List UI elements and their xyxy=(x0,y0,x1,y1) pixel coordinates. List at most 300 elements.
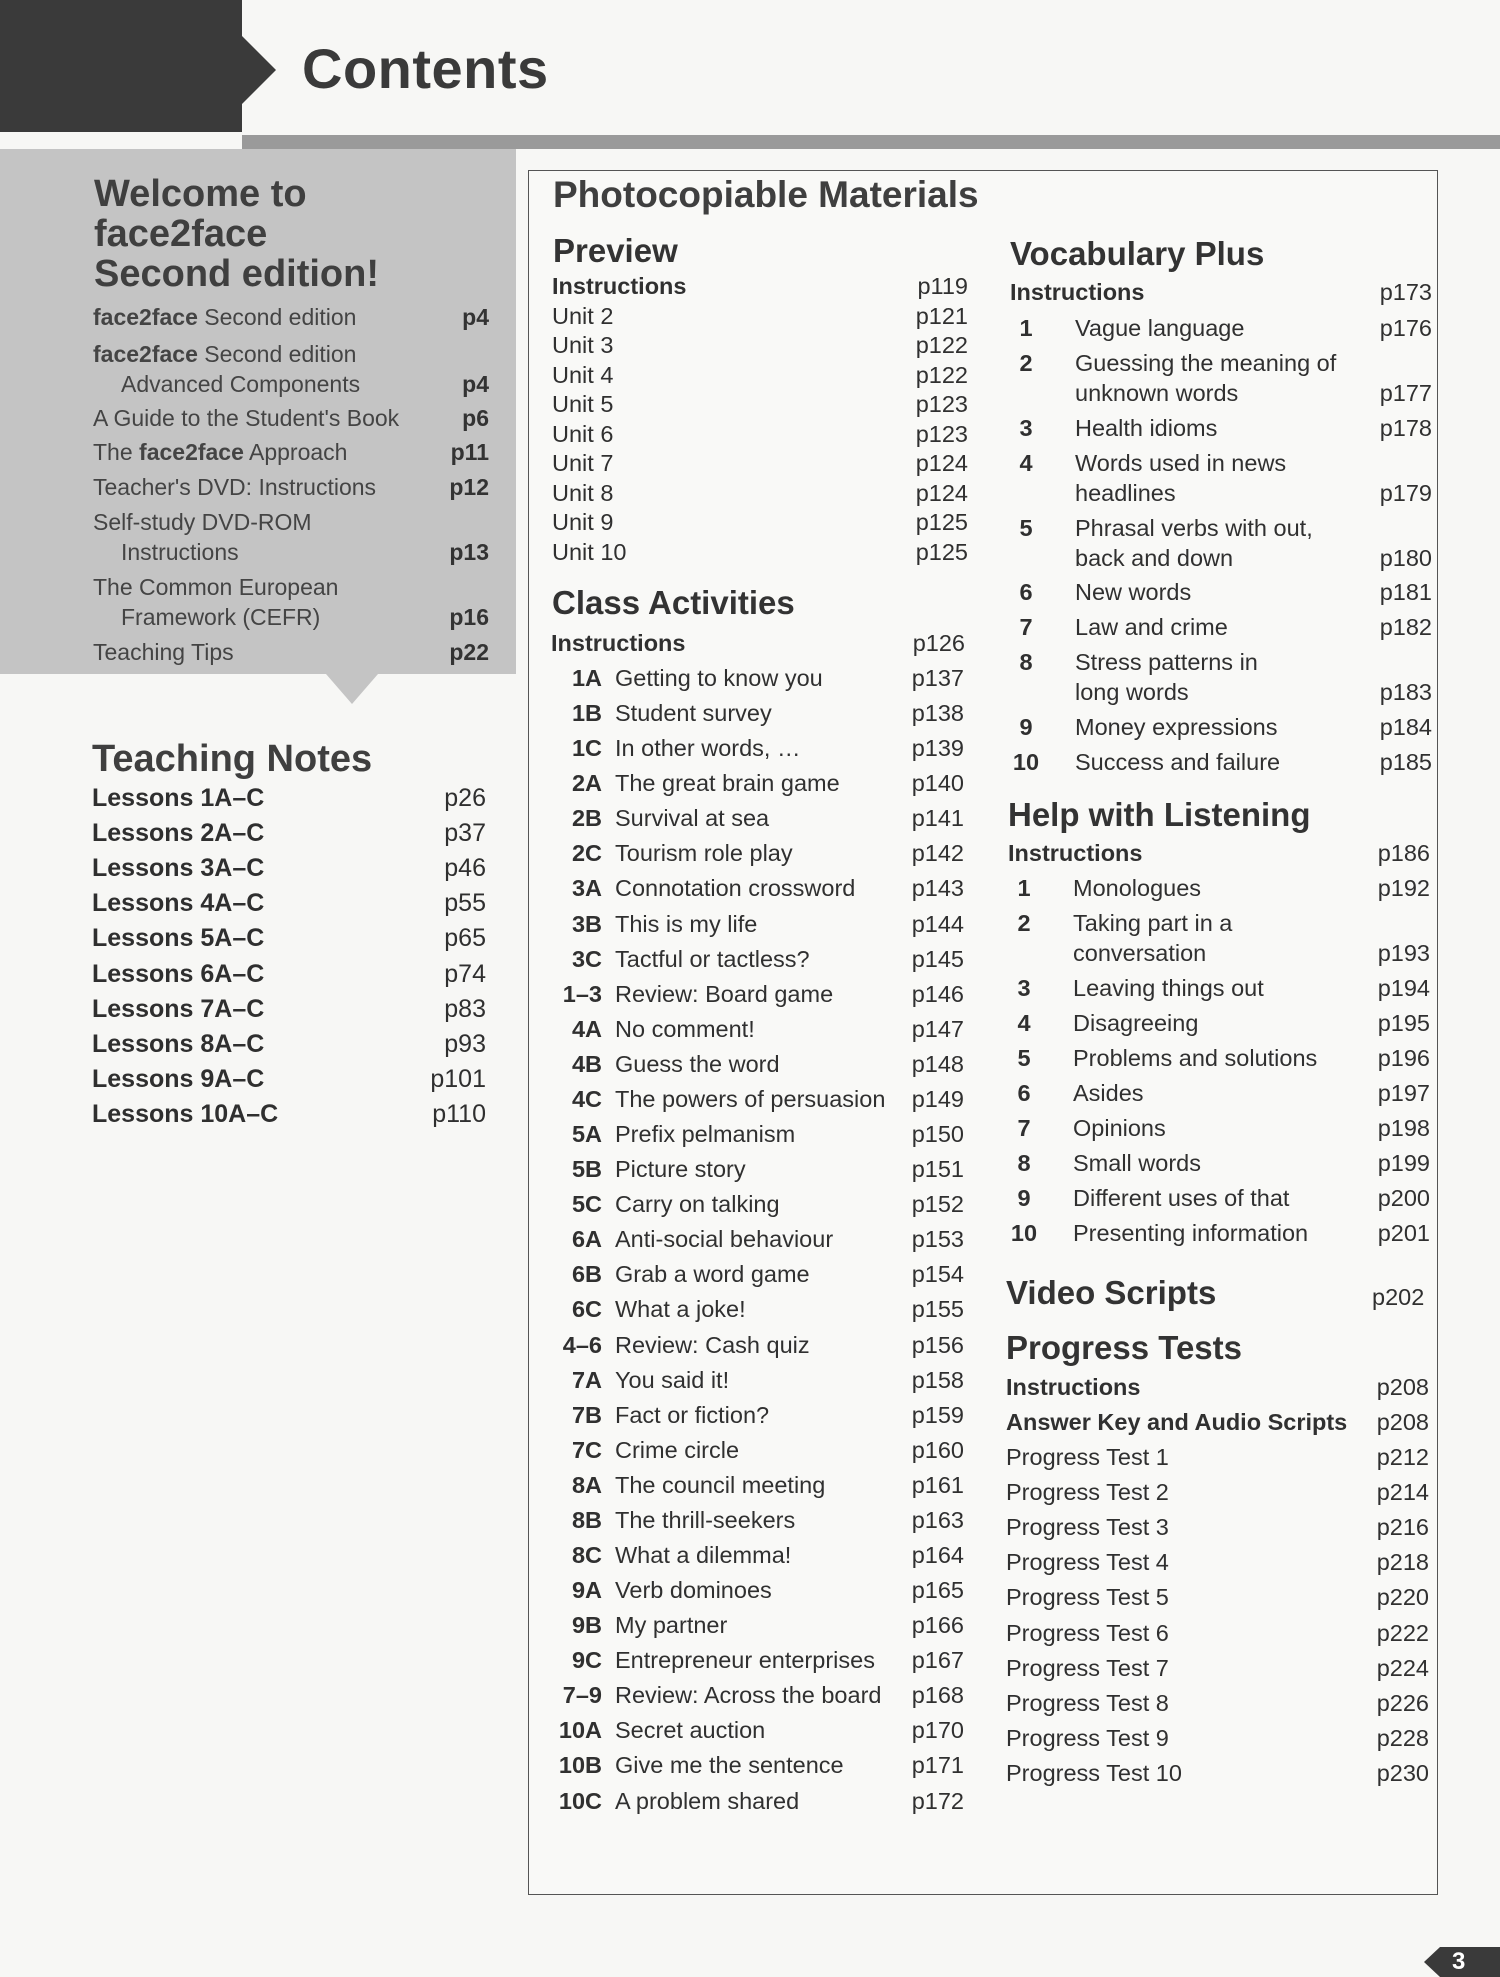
class-activity-code: 1A xyxy=(571,665,602,691)
vocabulary_plus-item xyxy=(1010,647,1432,707)
help_listening-item xyxy=(1008,1008,1430,1038)
video-scripts-title: Video Scripts xyxy=(1006,1274,1217,1311)
header-rule xyxy=(242,135,1500,149)
class-activity-item xyxy=(550,838,964,868)
help_listening-item-number: 4 xyxy=(1017,1010,1031,1036)
progress-test-item xyxy=(1006,1477,1429,1507)
vocabulary_plus-item xyxy=(1010,612,1432,642)
progress-test-item xyxy=(1006,1653,1429,1683)
vocabulary_plus-item-page: p178 xyxy=(1379,415,1432,441)
preview-item xyxy=(552,330,968,360)
welcome-item xyxy=(93,637,489,667)
progress-tests-title: Progress Tests xyxy=(1006,1329,1242,1366)
welcome-title-line: face2face xyxy=(94,213,268,255)
teaching-notes-page: p37 xyxy=(444,819,486,848)
welcome-item xyxy=(93,472,489,502)
vocabulary_plus-item-number: 4 xyxy=(1019,450,1033,476)
welcome-item-label: Teaching Tips xyxy=(93,639,234,665)
teaching-notes-item xyxy=(92,1030,486,1059)
progress-test-item-label: Progress Test 9 xyxy=(1006,1724,1169,1751)
help_listening-item xyxy=(1008,973,1430,1003)
help_listening-instructions-page: p186 xyxy=(1377,840,1430,866)
class-activity-code: 10B xyxy=(558,1752,602,1779)
teaching-notes-label: Lessons 7A–C xyxy=(92,994,265,1023)
help_listening-item-number: 2 xyxy=(1017,910,1031,936)
teaching-notes-label: Lessons 1A–C xyxy=(92,784,265,812)
class-activity-page: p153 xyxy=(911,1226,964,1253)
class-activity-label: Crime circle xyxy=(615,1436,740,1463)
header-arrow xyxy=(242,36,276,104)
vocabulary_plus-item-page: p177 xyxy=(1379,380,1432,406)
class-activity-code: 4–6 xyxy=(562,1331,602,1358)
help_listening-item-page: p193 xyxy=(1377,940,1430,966)
class-activity-code: 6B xyxy=(571,1261,602,1288)
class-activity-label: Getting to know you xyxy=(615,665,823,691)
class-activity-label: Guess the word xyxy=(615,1050,780,1077)
class-activity-label: The council meeting xyxy=(615,1471,826,1498)
class-activity-page: p163 xyxy=(911,1506,964,1533)
welcome-item-text xyxy=(93,403,489,433)
preview-item xyxy=(552,419,968,449)
help_listening-item xyxy=(1008,1113,1430,1143)
welcome-item-text-line2: Advanced Components xyxy=(121,371,361,397)
progress-test-item-label: Progress Test 6 xyxy=(1006,1619,1169,1646)
class-activity-label: Connotation crossword xyxy=(615,875,856,902)
class-activity-code: 5A xyxy=(571,1121,602,1148)
preview-item-page: p124 xyxy=(915,479,968,506)
class-activity-page: p154 xyxy=(911,1261,964,1288)
class-activity-item xyxy=(550,1400,964,1430)
vocabulary_plus-item-page: p183 xyxy=(1379,679,1432,705)
class-activity-page: p138 xyxy=(911,700,964,727)
help_listening-item-label: Leaving things out xyxy=(1073,975,1264,1001)
help_listening-item-label-line2: conversation xyxy=(1073,940,1207,966)
teaching-notes-item xyxy=(92,995,486,1024)
help_listening-item-page: p199 xyxy=(1377,1150,1430,1176)
vocabulary_plus-item xyxy=(1010,513,1432,573)
class-activity-code: 8B xyxy=(571,1506,602,1533)
class-activity-page: p143 xyxy=(911,875,964,902)
vocabulary_plus-item-label: Guessing the meaning of xyxy=(1075,350,1337,376)
teaching-notes-page: p93 xyxy=(444,1029,486,1058)
progress-test-item xyxy=(1006,1618,1429,1648)
class-activity-code: 2B xyxy=(571,805,602,832)
preview-item-label: Unit 9 xyxy=(552,509,614,535)
progress-test-item xyxy=(1006,1512,1429,1542)
class-activity-label: Entrepreneur enterprises xyxy=(615,1647,875,1674)
welcome-title xyxy=(94,174,494,294)
class-activity-item xyxy=(550,1540,964,1570)
welcome-item xyxy=(93,572,489,632)
class-activity-code: 2C xyxy=(571,840,602,867)
brand-name: face2face xyxy=(93,341,198,367)
preview-item-page: p124 xyxy=(915,450,968,476)
class-activity-code: 9B xyxy=(571,1612,602,1639)
help_listening-item-number: 1 xyxy=(1017,875,1031,901)
help_listening-item-number: 3 xyxy=(1017,975,1031,1001)
welcome-item-page: p4 xyxy=(462,304,489,330)
class-activity-code: 3B xyxy=(571,910,602,937)
welcome-item-label: The Common European xyxy=(93,574,339,600)
class-activity-code: 6A xyxy=(571,1226,602,1253)
class-activity-page: p139 xyxy=(911,735,964,762)
class-activity-label: No comment! xyxy=(615,1015,755,1042)
vocabulary_plus-item-page: p176 xyxy=(1379,315,1432,341)
teaching-notes-page: p101 xyxy=(430,1064,486,1093)
preview-item-page: p122 xyxy=(915,332,968,358)
welcome-item-label: A Guide to the Student's Book xyxy=(93,405,400,431)
class-activity-page: p159 xyxy=(911,1401,964,1428)
class-activity-item xyxy=(550,1575,964,1605)
teaching-notes-label: Lessons 5A–C xyxy=(92,924,265,953)
welcome-item xyxy=(93,403,489,433)
help_listening-item-label: Asides xyxy=(1073,1080,1144,1106)
welcome-item-text xyxy=(93,339,489,369)
progress-test-item-page: p226 xyxy=(1376,1689,1429,1716)
help_listening-item-page: p201 xyxy=(1377,1220,1430,1246)
preview-item xyxy=(552,389,968,419)
class-activity-label: Review: Board game xyxy=(615,980,834,1007)
progress-test-item xyxy=(1006,1582,1429,1612)
teaching-notes-item xyxy=(92,784,486,813)
vocabulary_plus-item xyxy=(1010,348,1432,408)
help_listening-item-number: 7 xyxy=(1017,1115,1031,1141)
vocabulary_plus-item-number: 9 xyxy=(1019,714,1033,740)
class-activity-code: 10A xyxy=(558,1717,602,1744)
progress-test-item xyxy=(1006,1723,1429,1753)
header-dark-block xyxy=(0,0,242,132)
class-activity-page: p140 xyxy=(911,770,964,797)
help_listening-item-page: p198 xyxy=(1377,1115,1430,1141)
progress-test-item-label: Progress Test 1 xyxy=(1006,1444,1169,1470)
class-activity-label: Survival at sea xyxy=(615,805,770,832)
class-activity-item xyxy=(550,1294,964,1324)
welcome-item-text-line2: Framework (CEFR) xyxy=(121,604,321,630)
class-activity-page: p149 xyxy=(911,1085,964,1112)
progress-tests-instructions xyxy=(1006,1372,1429,1402)
vocabulary_plus-item-number: 5 xyxy=(1019,515,1033,541)
vocabulary_plus-instructions xyxy=(1010,277,1432,307)
class-activity-page: p170 xyxy=(911,1717,964,1744)
class-activity-item xyxy=(550,979,964,1009)
vocabulary_plus-item xyxy=(1010,413,1432,443)
class-activity-page: p144 xyxy=(911,910,964,937)
class-activity-item xyxy=(550,1435,964,1465)
class-activity-page: p172 xyxy=(911,1787,964,1814)
class-activity-label: Picture story xyxy=(615,1156,746,1183)
vocabulary_plus-item-label: Vague language xyxy=(1075,315,1245,341)
class-activity-item xyxy=(550,1049,964,1079)
preview-item-label: Unit 7 xyxy=(552,450,614,476)
help_listening-item-label: Taking part in a xyxy=(1073,910,1233,936)
class-activity-label: My partner xyxy=(615,1612,728,1639)
vocabulary_plus-item-number: 6 xyxy=(1019,579,1033,605)
preview-item xyxy=(552,448,968,478)
welcome-item-text xyxy=(93,302,489,332)
welcome-panel-pointer xyxy=(326,674,378,704)
class-activity-item xyxy=(550,1224,964,1254)
class-activity-label: Review: Across the board xyxy=(615,1682,882,1709)
welcome-item-page: p4 xyxy=(462,371,489,397)
vocabulary_plus-item xyxy=(1010,577,1432,607)
help_listening-item xyxy=(1008,1078,1430,1108)
welcome-item-text xyxy=(93,637,489,667)
teaching-notes-label: Lessons 9A–C xyxy=(92,1064,265,1093)
class-activity-label: Secret auction xyxy=(615,1717,766,1744)
progress-test-item-page: p222 xyxy=(1376,1619,1429,1646)
help_listening-instructions xyxy=(1008,838,1430,868)
class-activity-page: p171 xyxy=(911,1752,964,1779)
progress-test-item xyxy=(1006,1758,1429,1788)
progress-tests-instructions-page: p208 xyxy=(1376,1374,1429,1400)
vocabulary_plus-instructions-label: Instructions xyxy=(1010,279,1145,305)
welcome-item-page: p6 xyxy=(462,405,489,431)
class-activity-code: 8A xyxy=(571,1471,602,1498)
vocabulary_plus-item-number: 7 xyxy=(1019,614,1033,640)
progress-test-item-label: Progress Test 4 xyxy=(1006,1549,1169,1576)
class-activity-label: Give me the sentence xyxy=(615,1752,844,1779)
class-activity-code: 3A xyxy=(571,875,602,902)
class-activities-title: Class Activities xyxy=(552,584,795,621)
class-activity-page: p148 xyxy=(911,1050,964,1077)
welcome-item-page: p16 xyxy=(449,604,489,630)
class-activity-page: p166 xyxy=(911,1612,964,1639)
vocabulary_plus-item-label: Money expressions xyxy=(1075,714,1278,740)
progress-test-item-page: p216 xyxy=(1376,1514,1429,1541)
help_listening-item-label: Monologues xyxy=(1073,875,1202,901)
class-activity-label: Tactful or tactless? xyxy=(615,945,810,972)
class-activity-code: 9A xyxy=(571,1577,602,1604)
class-activity-label: Fact or fiction? xyxy=(615,1401,770,1428)
class-activity-label: Student survey xyxy=(615,700,772,727)
welcome-item-label: The xyxy=(93,439,140,465)
class-activity-item xyxy=(550,663,964,693)
class-activity-item xyxy=(550,873,964,903)
progress-test-item-page: p214 xyxy=(1376,1479,1429,1506)
class-activity-item xyxy=(550,1330,964,1360)
progress-test-item-page: p230 xyxy=(1376,1759,1429,1786)
class-activity-code: 1–3 xyxy=(562,980,602,1007)
vocabulary_plus-item-label: Health idioms xyxy=(1075,415,1218,441)
help_listening-item-page: p196 xyxy=(1377,1045,1430,1071)
preview-item-label: Unit 2 xyxy=(552,302,614,329)
class-activity-page: p147 xyxy=(911,1015,964,1042)
class-activity-item xyxy=(550,1750,964,1780)
welcome-item-page: p22 xyxy=(449,639,489,665)
class-activity-code: 5C xyxy=(571,1191,602,1218)
class-activity-page: p158 xyxy=(911,1366,964,1393)
class-activities-instructions-page: p126 xyxy=(912,630,965,656)
preview-item-label: Unit 3 xyxy=(552,332,614,358)
answer-key-item-label: Answer Key and Audio Scripts xyxy=(1006,1409,1348,1435)
welcome-item-label: Second edition xyxy=(197,304,357,330)
class-activity-label: Verb dominoes xyxy=(615,1577,772,1604)
teaching-notes-page: p74 xyxy=(444,959,486,988)
vocabulary_plus-item-number: 3 xyxy=(1019,415,1033,441)
class-activity-label: Grab a word game xyxy=(615,1261,810,1288)
vocabulary_plus-item xyxy=(1010,313,1432,343)
help_listening-item xyxy=(1008,908,1430,968)
vocabulary_plus-item-label: Words used in news xyxy=(1075,450,1287,476)
welcome-item-page: p12 xyxy=(449,474,489,500)
preview-item xyxy=(552,507,968,537)
preview-item xyxy=(552,478,968,508)
teaching-notes-item xyxy=(92,854,486,883)
class-activity-page: p156 xyxy=(911,1331,964,1358)
preview-item-page: p122 xyxy=(915,361,968,388)
page-number-box xyxy=(1440,1947,1500,1977)
progress-test-item-label: Progress Test 5 xyxy=(1006,1584,1169,1611)
class-activity-page: p150 xyxy=(911,1121,964,1148)
teaching-notes-page: p26 xyxy=(444,784,486,812)
help_listening-item xyxy=(1008,873,1430,903)
brand-name: face2face xyxy=(139,439,244,465)
help-listening-title: Help with Listening xyxy=(1008,796,1311,833)
class-activity-page: p137 xyxy=(911,665,964,691)
class-activity-code: 7B xyxy=(571,1401,602,1428)
teaching-notes-item xyxy=(92,819,486,848)
class-activity-page: p168 xyxy=(911,1682,964,1709)
class-activity-code: 7A xyxy=(571,1366,602,1393)
vocabulary_plus-item xyxy=(1010,712,1432,742)
class-activity-page: p142 xyxy=(911,840,964,867)
class-activity-code: 3C xyxy=(571,945,602,972)
teaching-notes-title: Teaching Notes xyxy=(92,738,373,780)
welcome-item-text-line2: Instructions xyxy=(121,539,239,565)
vocabulary_plus-item-number: 8 xyxy=(1019,649,1033,675)
class-activity-item xyxy=(550,768,964,798)
help_listening-item-number: 9 xyxy=(1017,1185,1031,1211)
help_listening-item-page: p192 xyxy=(1377,875,1430,901)
preview-item-label: Unit 4 xyxy=(552,361,614,388)
progress-test-item-label: Progress Test 10 xyxy=(1006,1759,1182,1786)
class-activity-item xyxy=(550,803,964,833)
vocabulary_plus-item-page: p180 xyxy=(1379,545,1432,571)
class-activity-item xyxy=(550,1119,964,1149)
welcome-item-page: p11 xyxy=(450,439,489,465)
vocabulary_plus-item-number: 10 xyxy=(1012,749,1040,775)
class-activities-instructions xyxy=(551,628,965,658)
vocabulary_plus-item-page: p181 xyxy=(1379,579,1432,605)
class-activity-code: 7C xyxy=(571,1436,602,1463)
welcome-title-line: Welcome to xyxy=(94,173,307,215)
preview-title: Preview xyxy=(553,232,678,269)
welcome-title-line: Second edition! xyxy=(94,253,379,295)
teaching-notes-page: p46 xyxy=(444,854,486,883)
welcome-item xyxy=(93,437,489,467)
class-activity-page: p160 xyxy=(911,1436,964,1463)
class-activity-item xyxy=(550,1645,964,1675)
page-number-arrow xyxy=(1424,1947,1440,1977)
preview-item-label: Unit 6 xyxy=(552,420,614,447)
class-activity-item xyxy=(550,698,964,728)
preview-item-page: p119 xyxy=(917,273,968,299)
vocabulary_plus-item-label: Law and crime xyxy=(1075,614,1228,640)
help_listening-item-number: 8 xyxy=(1017,1150,1031,1176)
class-activity-item xyxy=(550,1505,964,1535)
vocabulary_plus-item-label-line2: unknown words xyxy=(1075,380,1239,406)
welcome-item-label: Teacher's DVD: Instructions xyxy=(93,474,377,500)
welcome-item-text xyxy=(93,437,489,467)
welcome-item xyxy=(93,507,489,567)
preview-item xyxy=(552,301,968,331)
preview-item xyxy=(552,271,968,301)
class-activity-page: p167 xyxy=(911,1647,964,1674)
welcome-item-page: p13 xyxy=(449,539,489,565)
class-activity-code: 2A xyxy=(571,770,602,797)
vocabulary_plus-item xyxy=(1010,448,1432,508)
teaching-notes-item xyxy=(92,924,486,953)
preview-item-page: p125 xyxy=(915,538,968,565)
class-activity-item xyxy=(550,1365,964,1395)
teaching-notes-page: p65 xyxy=(444,924,486,953)
class-activity-label: Carry on talking xyxy=(615,1191,780,1218)
class-activity-label: You said it! xyxy=(615,1366,730,1393)
progress-test-item xyxy=(1006,1688,1429,1718)
class-activity-code: 5B xyxy=(571,1156,602,1183)
vocabulary_plus-item-number: 2 xyxy=(1019,350,1033,376)
vocabulary_plus-item-number: 1 xyxy=(1019,315,1033,341)
class-activity-page: p145 xyxy=(911,945,964,972)
video-scripts-page: p202 xyxy=(1372,1284,1425,1310)
class-activity-item xyxy=(550,1014,964,1044)
vocabulary_plus-item-page: p182 xyxy=(1379,614,1432,640)
photocopiable-title: Photocopiable Materials xyxy=(553,174,979,215)
help_listening-instructions-label: Instructions xyxy=(1008,840,1143,866)
preview-item-page: p123 xyxy=(915,420,968,447)
teaching-notes-page: p55 xyxy=(444,889,486,918)
class-activity-item xyxy=(550,944,964,974)
vocabulary_plus-item-label-line2: headlines xyxy=(1075,480,1176,506)
vocabulary_plus-item-label: New words xyxy=(1075,579,1192,605)
teaching-notes-page: p110 xyxy=(432,1099,486,1128)
class-activity-code: 1B xyxy=(571,700,602,727)
class-activity-label: The thrill-seekers xyxy=(615,1506,796,1533)
teaching-notes-label: Lessons 3A–C xyxy=(92,854,265,883)
progress-test-item-page: p220 xyxy=(1376,1584,1429,1611)
class-activity-page: p152 xyxy=(911,1191,964,1218)
progress-test-item-page: p212 xyxy=(1376,1444,1429,1470)
class-activity-item xyxy=(550,1084,964,1114)
vocabulary_plus-instructions-page: p173 xyxy=(1379,279,1432,305)
class-activities-instructions-label: Instructions xyxy=(551,630,686,656)
welcome-item-text xyxy=(93,507,489,537)
vocabulary_plus-item-label: Stress patterns in xyxy=(1075,649,1258,675)
progress-tests-instructions-label: Instructions xyxy=(1006,1374,1141,1400)
class-activity-page: p164 xyxy=(911,1542,964,1568)
welcome-item-label: Self-study DVD-ROM xyxy=(93,509,312,535)
class-activity-label: Tourism role play xyxy=(615,840,793,867)
class-activity-code: 6C xyxy=(571,1296,602,1323)
class-activity-label: Anti-social behaviour xyxy=(615,1226,834,1253)
preview-item-page: p121 xyxy=(915,302,968,329)
vocabulary_plus-item-page: p184 xyxy=(1379,714,1432,740)
teaching-notes-item xyxy=(92,1100,486,1129)
teaching-notes-item xyxy=(92,889,486,918)
preview-item-label: Unit 8 xyxy=(552,479,614,506)
teaching-notes-item xyxy=(92,1065,486,1094)
welcome-item-text xyxy=(93,572,489,602)
class-activity-item xyxy=(550,1470,964,1500)
help_listening-item xyxy=(1008,1043,1430,1073)
class-activity-item xyxy=(550,1610,964,1640)
class-activity-code: 9C xyxy=(571,1647,602,1674)
class-activity-item xyxy=(550,1715,964,1745)
teaching-notes-page: p83 xyxy=(444,994,486,1023)
progress-test-item-label: Progress Test 3 xyxy=(1006,1514,1169,1541)
help_listening-item-label: Opinions xyxy=(1073,1115,1166,1141)
progress-test-item-label: Progress Test 8 xyxy=(1006,1689,1169,1716)
